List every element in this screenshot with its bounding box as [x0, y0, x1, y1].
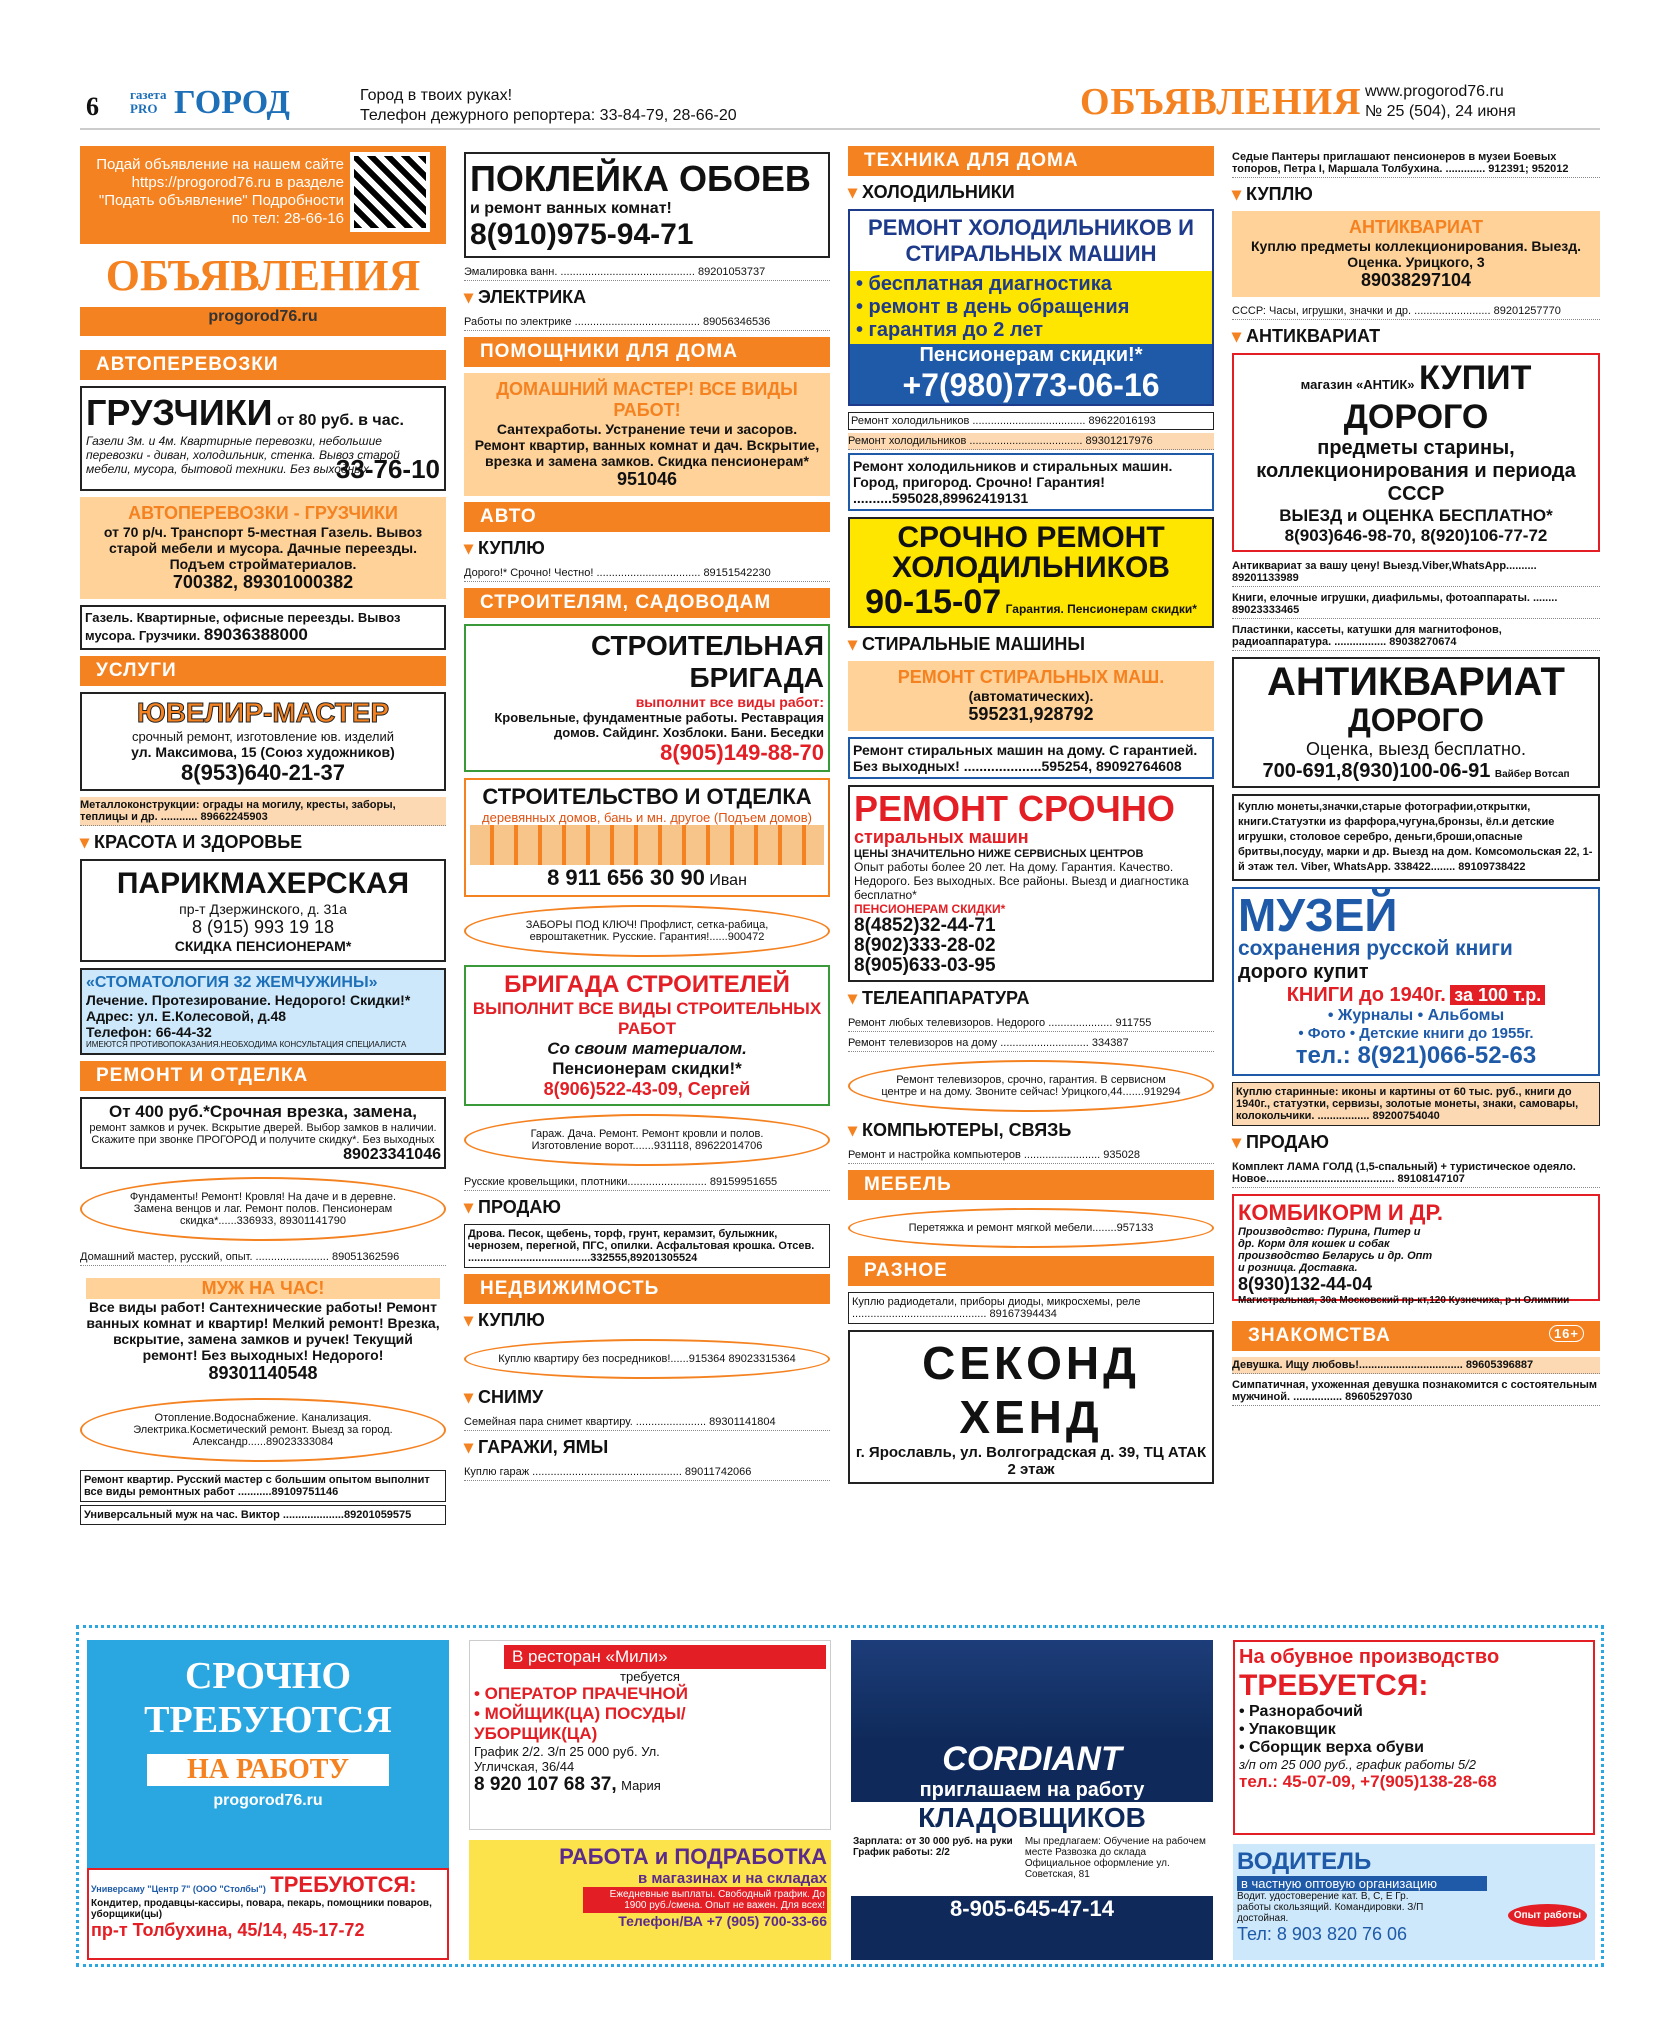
ad-jobs-urgent: СРОЧНО ТРЕБУЮТСЯ НА РАБОТУ progorod76.ru Универсаму "Центр 7" (ООО "Столбы") ТРЕБУЮТСЯ: Кондитер, продавцы-кассиры, повара, пекарь, помощники поваров, уборщики(цы) пр-т Толбухина, 45/14, 45-17-72 — [87, 1640, 449, 1960]
ad-locks: От 400 руб.*Срочная врезка, замена, ремонт замков и ручек. Вскрытие дверей. Выбор замков в наличии. Скажите при звонке ПРОГОРОД и получите скидку*. Без выходных 89023341046 — [80, 1097, 446, 1169]
ad-urgent-fridge: СРОЧНО РЕМОНТ ХОЛОДИЛЬНИКОВ 90-15-07 Гарантия. Пенсионерам скидки* — [848, 517, 1214, 628]
heading-antique: ▾ АНТИКВАРИАТ — [1232, 326, 1600, 347]
ad-firewood: Дрова. Песок, щебень, торф, грунт, керамзит, булыжник, чернозем, перегной, ПГС, опилки. Асфальтовая крошка. Отсев. ........................................332555,89201305524 — [464, 1224, 830, 1268]
heading-garages: ▾ ГАРАЖИ, ЯМЫ — [464, 1437, 830, 1458]
ad-master: Домашний мастер, русский, опыт. ........................ 89051362596 — [80, 1249, 446, 1266]
ad-dating-1: Девушка. Ищу любовь!.................................. 89605396887 — [1232, 1357, 1600, 1374]
ad-book-museum: МУЗЕЙ сохранения русской книги дорого купит КНИГИ до 1940г. за 100 т.р. • Журналы • Альбомы • Фото • Детские книги до 1955г. тел.: 8(921)066-52-63 — [1232, 887, 1600, 1076]
heading-auto-2: АВТО — [464, 502, 830, 532]
ad-heating: Отопление.Водоснабжение. Канализация. Электрика.Косметический ремонт. Выезд за город. Александр......89023333084 — [80, 1398, 446, 1462]
heading-computers: ▾ КОМПЬЮТЕРЫ, СВЯЗЬ — [848, 1120, 1214, 1141]
ad-gazel: Газель. Квартирные, офисные переезды. Вывоз мусора. Грузчики. 89036388000 — [80, 605, 446, 650]
ad-dental: «СТОМАТОЛОГИЯ 32 ЖЕМЧУЖИНЫ» Лечение. Протезирование. Недорого! Скидки!* Адрес: ул. Е.Колесовой, д.48 Телефон: 66-44-32 ИМЕЮТСЯ ПРОТИВОПОКАЗАНИЯ.НЕОБХОДИМА КОНСУЛЬТАЦИЯ СПЕЦИАЛИСТА — [80, 968, 446, 1055]
ad-driver: ВОДИТЕЛЬ в частную оптовую организацию Водит. удостоверение кат. В, С, Е Гр. работы скользящий. Командировки. З/П достойная. Опыт работы Тел: 8 903 820 76 06 — [1233, 1844, 1595, 1960]
ad-hair: ПАРИКМАХЕРСКАЯ пр-т Дзержинского, д. 31а 8 (915) 993 19 18 СКИДКА ПЕНСИОНЕРАМ* — [80, 859, 446, 962]
jobs-strip — [76, 1625, 1604, 1967]
ad-construction: СТРОИТЕЛЬСТВО И ОТДЕЛКА деревянных домов, бань и мн. другое (Подъем домов) 8 911 656 30 90 Иван — [464, 778, 830, 897]
heading-sell-2: ▾ ПРОДАЮ — [1232, 1132, 1600, 1153]
ad-metal: Металлоконструкции: ограды на могилу, кресты, заборы, теплицы и др. ............ 89662245903 — [80, 797, 446, 826]
ad-wallpaper: ПОКЛЕЙКА ОБОЕВ и ремонт ванных комнат! 8(910)975-94-71 — [464, 152, 830, 258]
ad-fridge-4: Ремонт холодильников и стиральных машин. Город, пригород. Срочно! Гарантия! ..........595028,89962419131 — [848, 453, 1214, 511]
heading-buy-3: ▾ КУПЛЮ — [1232, 184, 1600, 205]
ad-antique: АНТИКВАРИАТ Куплю предметы коллекционирования. Выезд. Оценка. Урицкого, 3 89038297104 — [1232, 211, 1600, 297]
ad-pc: Ремонт и настройка компьютеров ......................... 935028 — [848, 1147, 1214, 1164]
heading-beauty: ▾ КРАСОТА И ЗДОРОВЬЕ — [80, 832, 446, 853]
issue-info: www.progorod76.ru № 25 (504), 24 июня — [1365, 83, 1516, 120]
heading-auto: АВТОПЕРЕВОЗКИ — [80, 350, 446, 380]
heading-fridges: ▾ ХОЛОДИЛЬНИКИ — [848, 182, 1214, 203]
heading-buy-2: ▾ КУПЛЮ — [464, 1310, 830, 1331]
ad-washer-repair: РЕМОНТ СТИРАЛЬНЫХ МАШ. (автоматических). 595231,928792 — [848, 661, 1214, 731]
page-number: 6 — [86, 92, 99, 121]
column-2 — [464, 146, 830, 1484]
column-3 — [848, 146, 1214, 1490]
houses-graphic — [470, 825, 824, 865]
heading-misc: РАЗНОЕ — [848, 1256, 1214, 1286]
heading-helpers: ПОМОЩНИКИ ДЛЯ ДОМА — [464, 337, 830, 367]
heading-rent: ▾ СНИМУ — [464, 1387, 830, 1408]
ad-furniture: Перетяжка и ремонт мягкой мебели........957133 — [848, 1208, 1214, 1248]
heading-realty: НЕДВИЖИМОСТЬ — [464, 1274, 830, 1304]
heading-tech: ТЕХНИКА ДЛЯ ДОМА — [848, 146, 1214, 176]
heading-dating: ЗНАКОМСТВА 16+ — [1232, 1321, 1600, 1351]
ad-roofers: Русские кровельщики, плотники.......................... 89159951655 — [464, 1174, 830, 1191]
ad-fridge-2: Ремонт холодильников ..................................... 89622016193 — [848, 412, 1214, 430]
promo-block: Подай объявление на нашем сайте https://progorod76.ru в разделе "Подать объявление" Подробности по тел: 28-66-16 ОБЪЯВЛЕНИЯ — [80, 146, 446, 336]
column-1: Подай объявление на нашем сайте https://progorod76.ru в разделе "Подать объявление" Подробности по тел: 28-66-16 ОБЪЯВЛЕНИЯ progorod76.ru АВТОПЕРЕВОЗКИ ГРУЗЧИКИ от 80 руб. в час. Газели 3м. и 4м. Квартирные перевозки, небольшие перевозки - диван, холодильник, стенка. Вывоз старой мебели, мусора, бытовой техники. Без выходных. 33-76-10 АВТОПЕРЕВОЗКИ - ГРУЗЧИКИ от 70 р/ч. Транспорт 5-местная Газель. Вывоз старой мебели и мусора. Дачные переезды. Подъем стройматериалов. 700382, 89301000382 Газель. Квартирные, офисные переезды. Вывоз мусора. Грузчики. 89036388000 УСЛУГИ ЮВЕЛИР-МАСТЕР срочный ремонт, изготовление юв. изделий ул. Максимова, 15 (Союз художников) 8(953)640-21-37 Металлоконструкции: ограды на могилу, кресты, заборы, теплицы и др. ............ 89662245903 ▾ КРАСОТА И ЗДОРОВЬЕ ПАРИКМАХЕРСКАЯ пр-т Дзержинского, д. 31а 8 (915) 993 19 18 СКИДКА ПЕНСИОНЕРАМ* «СТОМАТОЛОГИЯ 32 ЖЕМЧУЖИНЫ» Лечение. Протезирование. Недорого! Скидки!* Адрес: ул. Е.Колесовой, д.48 Телефон: 66-44-32 ИМЕЮТСЯ ПРОТИВОПОКАЗАНИЯ.НЕОБХОДИМА КОНСУЛЬТАЦИЯ СПЕЦИАЛИСТА РЕМОНТ И ОТДЕЛКА От 400 руб.*Срочная врезка, замена, ремонт замков и ручек. Вскрытие дверей. Выбор замков в наличии. Скажите при звонке ПРОГОРОД и получите скидку*. Без выходных 89023341046 Фундаменты! Ремонт! Кровля! На даче и в деревне. Замена венцов и лаг. Ремонт полов. Пенсионерам скидка*......336933, 89301141790 Домашний мастер, русский, опыт. ........................ 89051362596 МУЖ НА ЧАС! Все виды работ! Сантехнические работы! Ремонт ванных комнат и квартир! Мелкий ремонт! Врезка, вскрытие, замена замков и ручек! Текущий ремонт! Без выходных! Недорого! 89301140548 Отопление.Водоснабжение. Канализация. Электрика.Косметический ремонт. Выезд за город. Александр......89023333084 Ремонт квартир. Русский мастер с большим опытом выполнит все виды ремонтных работ ...........89109751146 Универсальный муж на час. Виктор ....................89201059575 — [80, 146, 446, 1528]
heading-services: УСЛУГИ — [80, 656, 446, 686]
section-title: ОБЪЯВЛЕНИЯ — [1080, 81, 1362, 123]
ad-flat-repair: Ремонт квартир. Русский мастер с большим опытом выполнит все виды ремонтных работ ...........89109751146 — [80, 1470, 446, 1502]
ad-auto-buy: Дорого!* Срочно! Честно! .................................. 89151542230 — [464, 565, 830, 582]
ad-brigade: БРИГАДА СТРОИТЕЛЕЙ ВЫПОЛНИТ ВСЕ ВИДЫ СТРОИТЕЛЬНЫХ РАБОТ Со своим материалом. Пенсионерам скидки!* 8(906)522-43-09, Сергей — [464, 965, 830, 1106]
ad-shoe-factory: На обувное производство ТРЕБУЕТСЯ: • Разнорабочий • Упаковщик • Сборщик верха обуви з/п от 25 000 руб., график работы 5/2 тел.: 45-07-09, +7(905)138-28-68 — [1233, 1640, 1595, 1835]
warehouse-photo — [851, 1640, 1213, 1740]
ad-husband-hour: МУЖ НА ЧАС! Все виды работ! Сантехнические работы! Ремонт ванных комнат и квартир! Мелкий ремонт! Врезка, вскрытие, замена замков и ручек! Текущий ремонт! Без выходных! Недорого! 89301140548 — [80, 1272, 446, 1390]
ad-dating-2: Симпатичная, ухоженная девушка познакомится с состоятельным мужчиной. ................ 89605297030 — [1232, 1377, 1600, 1406]
ad-antique-expensive: АНТИКВАРИАТ ДОРОГО Оценка, выезд бесплатно. 700-691,8(930)100-06-91 Вайбер Вотсап — [1232, 657, 1600, 788]
ad-antik-shop: магазин «АНТИК» КУПИТ ДОРОГО предметы старины, коллекционирования и периода СССР ВЫЕЗД и ОЦЕНКА БЕСПЛАТНО* 8(903)646-98-70, 8(920)106-77-72 — [1232, 353, 1600, 552]
ad-antique-2: Книги, елочные игрушки, диафильмы, фотоаппараты. ........ 89023333465 — [1232, 590, 1600, 619]
heading-builders: СТРОИТЕЛЯМ, САДОВОДАМ — [464, 588, 830, 618]
ad-part-time: РАБОТА и ПОДРАБОТКА в магазинах и на складах Ежедневные выплаты. Свободный график. До 1900 руб./смена. Опыт не важен. Для всех! Телефон/ВА +7 (905) 700-33-66 — [469, 1840, 831, 1960]
heading-washers: ▾ СТИРАЛЬНЫЕ МАШИНЫ — [848, 634, 1214, 655]
ad-flat-buy: Куплю квартиру без посредников!......915364 89023315364 — [464, 1339, 830, 1379]
ad-lama: Комплект ЛАМА ГОЛД (1,5-спальный) + туристическое одеяло. Новое.......................................... 89108147107 — [1232, 1159, 1600, 1188]
ad-feed: КОМБИКОРМ И ДР. Производство: Пурина, Питер и др. Корм для кошек и собак производство Беларусь и др. Опт и розница. Доставка. 8(930)132-44-04 Магистральная, 30а Московский пр-кт,120 Кузнечиха, р-н Олимпии — [1232, 1194, 1600, 1301]
qr-code-icon — [350, 152, 430, 232]
ad-jeweler: ЮВЕЛИР-МАСТЕР срочный ремонт, изготовление юв. изделий ул. Максимова, 15 (Союз художников) 8(953)640-21-37 — [80, 692, 446, 791]
ad-electric: Работы по электрике ......................................... 89056346536 — [464, 314, 830, 331]
ad-enamel: Эмалировка ванн. ............................................ 89201053737 — [464, 264, 830, 281]
ad-garage: Гараж. Дача. Ремонт. Ремонт кровли и полов. Изготовление ворот.......931118, 89622014706 — [464, 1114, 830, 1166]
ad-panthers: Седые Пантеры приглашают пенсионеров в музеи Боевых топоров, Петра I, Маршала Толбухина. ............. 912391; 952012 — [1232, 149, 1600, 178]
ad-antique-1: Антиквариат за вашу цену! Выезд.Viber,WhatsApp.......... 89201133989 — [1232, 558, 1600, 587]
ad-universal: Универсальный муж на час. Виктор ....................89201059575 — [80, 1505, 446, 1525]
ad-fences: ЗАБОРЫ ПОД КЛЮЧ! Профлист, сетка-рабица, евроштакетник. Русские. Гарантия!......900472 — [464, 905, 830, 957]
ad-fridge-3: Ремонт холодильников ..................................... 89301217976 — [848, 433, 1214, 450]
ad-icons: Куплю старинные: иконы и картины от 60 тыс. руб., книги до 1940г., статуэтки, сервизы, золотые монеты, знаки, самовары, колокольчики. ................. 89200754040 — [1232, 1082, 1600, 1126]
ad-build-team: СТРОИТЕЛЬНАЯ БРИГАДА выполнит все виды работ: Кровельные, фундаментные работы. Реставрация домов. Сайдинг. Хозблоки. Бани. Беседки 8(905)149-88-70 — [464, 624, 830, 772]
ad-cordiant: CORDIANT приглашаем на работу КЛАДОВЩИКОВ Зарплата: от 30 000 руб. на руки График работы: 2/2 Мы предлагаем: Обучение на рабочем месте Развозка до склада Официальное оформление ул. Советская, 81 8-905-645-47-14 — [851, 1640, 1213, 1960]
ad-tv-1: Ремонт любых телевизоров. Недорого ..................... 911755 — [848, 1015, 1214, 1032]
heading-buy: ▾ КУПЛЮ — [464, 538, 830, 559]
heading-electric: ▾ ЭЛЕКТРИКА — [464, 287, 830, 308]
logo: газета PRO ГОРОД — [130, 84, 290, 121]
ad-washer-2: Ремонт стиральных машин на дому. С гарантией. Без выходных! ....................595254, 89092764608 — [848, 737, 1214, 779]
page-header — [80, 80, 1600, 130]
ad-antique-3: Пластинки, кассеты, катушки для магнитофонов, радиоаппаратура. ................. 89038270674 — [1232, 622, 1600, 651]
heading-sell: ▾ ПРОДАЮ — [464, 1197, 830, 1218]
ad-fridge-repair: РЕМОНТ ХОЛОДИЛЬНИКОВ И СТИРАЛЬНЫХ МАШИН • бесплатная диагностика • ремонт в день обращения • гарантия до 2 лет Пенсионерам скидки!* +7(980)773-06-16 — [848, 209, 1214, 406]
ad-rent: Семейная пара снимет квартиру. ....................... 89301141804 — [464, 1414, 830, 1431]
tagline: Город в твоих руках! Телефон дежурного репортера: 33-84-79, 28-66-20 — [360, 87, 737, 124]
ad-restaurant: В ресторан «Мили» требуется • ОПЕРАТОР ПРАЧЕЧНОЙ • МОЙЩИК(ЦА) ПОСУДЫ/ УБОРЩИК(ЦА) График 2/2. З/п 25 000 руб. Ул. Угличская, 36/44 8 920 107 68 37, Мария — [469, 1640, 831, 1830]
ad-gruzchiki: ГРУЗЧИКИ от 80 руб. в час. Газели 3м. и 4м. Квартирные перевозки, небольшие перевозки - диван, холодильник, стенка. Вывоз старой мебели, мусора, бытовой техники. Без выходных. 33-76-10 — [80, 386, 446, 491]
ad-foundation: Фундаменты! Ремонт! Кровля! На даче и в деревне. Замена венцов и лаг. Ремонт полов. Пенсионерам скидка*......336933, 89301141790 — [80, 1177, 446, 1241]
ad-coins: Куплю монеты,значки,старые фотографии,открытки, книги.Статуэтки из фарфора,чугуна,бронзы, ёл.и детские игрушки, столовое серебро, деньги,броши,опасные бритвы,посуду, марки и др. Выезд на дом. Комсомольская 22, 1-й этаж тел. Viber, WhatsApp. 338422........ 89109738422 — [1232, 794, 1600, 881]
ad-urgent-repair: РЕМОНТ СРОЧНО стиральных машин ЦЕНЫ ЗНАЧИТЕЛЬНО НИЖЕ СЕРВИСНЫХ ЦЕНТРОВ Опыт работы более 20 лет. На дому. Гарантия. Качество. Недорого. Без выходных. Все районы. Выезд и диагностика бесплатно* ПЕНСИОНЕРАМ СКИДКИ* 8(4852)32-44-71 8(902)333-28-02 8(905)633-03-95 — [848, 785, 1214, 982]
ad-garage-buy: Куплю гараж ................................................. 89011742066 — [464, 1464, 830, 1481]
ad-tv-2: Ремонт телевизоров на дому ............................. 334387 — [848, 1035, 1214, 1052]
ad-radio: Куплю радиодетали, приборы диоды, микросхемы, реле ............................................ 89167394434 — [848, 1292, 1214, 1324]
column-4 — [1232, 146, 1600, 1409]
ad-autoperevozki: АВТОПЕРЕВОЗКИ - ГРУЗЧИКИ от 70 р/ч. Транспорт 5-местная Газель. Вывоз старой мебели и мусора. Дачные переезды. Подъем стройматериалов. 700382, 89301000382 — [80, 497, 446, 599]
heading-repair: РЕМОНТ И ОТДЕЛКА — [80, 1061, 446, 1091]
ad-tv-3: Ремонт телевизоров, срочно, гарантия. В сервисном центре и на дому. Звоните сейчас! Урицкого,44.......919294 — [848, 1060, 1214, 1112]
ad-ussr: СССР: Часы, игрушки, значки и др. ......................... 89201257770 — [1232, 303, 1600, 320]
promo-title: ОБЪЯВЛЕНИЯ — [80, 244, 446, 307]
ad-home-master: ДОМАШНИЙ МАСТЕР! ВСЕ ВИДЫ РАБОТ! Сантехработы. Устранение течи и засоров. Ремонт квартир, ванных комнат и дач. Вскрытие, врезка и замена замков. Скидка пенсионерам* 951046 — [464, 373, 830, 496]
ad-second-hand: СЕКОНД ХЕНД г. Ярославль, ул. Волгоградская д. 39, ТЦ АТАК 2 этаж — [848, 1330, 1214, 1484]
heading-furniture: МЕБЕЛЬ — [848, 1170, 1214, 1200]
heading-tv: ▾ ТЕЛЕАППАРАТУРА — [848, 988, 1214, 1009]
